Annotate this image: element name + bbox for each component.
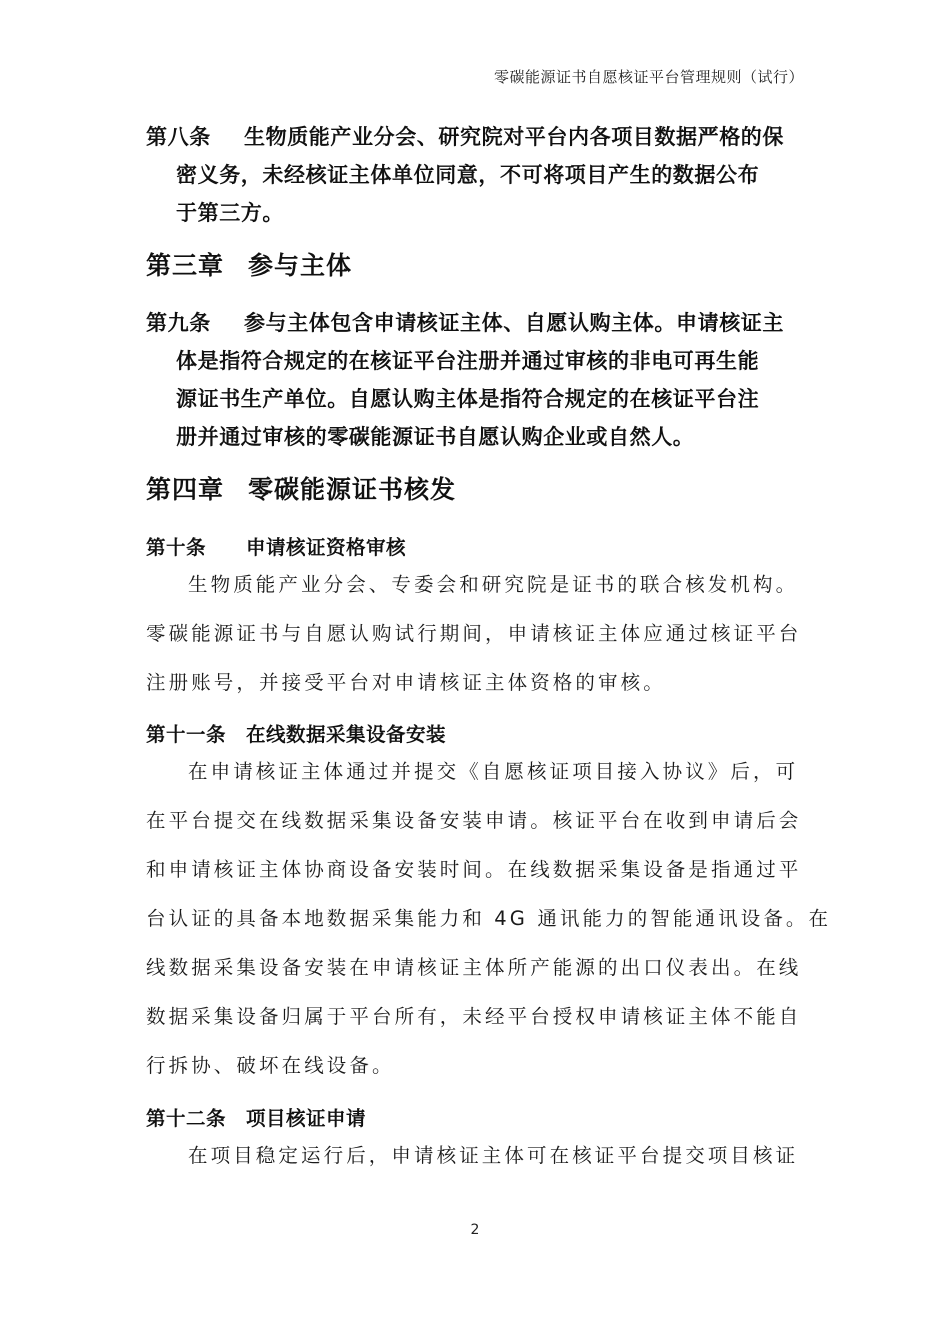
article-12-body [146, 1131, 806, 1180]
article-10-heading [146, 532, 806, 560]
article-11-number: 第十一条 [146, 723, 227, 746]
article-8-number: 第八条 [146, 125, 211, 149]
running-header: 零碳能源证书自愿核证平台管理规则（试行） [493, 68, 804, 86]
article-9-line-3: 源证书生产单位。自愿认购主体是指符合规定的在核证平台注 [176, 387, 760, 411]
chapter-3-title: 参与主体 [248, 251, 353, 280]
article-11-line: 台认证的具备本地数据采集能力和 4G 通讯能力的智能通讯设备。在 [146, 907, 832, 930]
article-11-line: 和申请核证主体协商设备安装时间。在线数据采集设备是指通过平 [146, 858, 802, 881]
article-11-line: 数据采集设备归属于平台所有，未经平台授权申请核证主体不能自 [146, 1005, 802, 1028]
article-11-line: 行拆协、破坏在线设备。 [146, 1054, 395, 1077]
article-9-line-4: 册并通过审核的零碳能源证书自愿认购企业或自然人。 [176, 425, 695, 449]
chapter-4-heading [146, 470, 806, 506]
chapter-3-number: 第三章 [146, 251, 225, 280]
chapter-4-title: 零碳能源证书核发 [248, 475, 457, 504]
article-9 [146, 304, 806, 456]
article-8-line-1: 生物质能产业分会、研究院对平台内各项目数据严格的保 [244, 125, 784, 149]
article-10-line: 生物质能产业分会、专委会和研究院是证书的联合核发机构。 [188, 573, 799, 596]
article-12-number: 第十二条 [146, 1107, 227, 1130]
article-11-body [146, 747, 832, 1090]
article-11-line: 在平台提交在线数据采集设备安装申请。核证平台在收到申请后会 [146, 809, 802, 832]
article-10-line: 零碳能源证书与自愿认购试行期间，申请核证主体应通过核证平台 [146, 622, 802, 645]
article-8-line-2: 密义务，未经核证主体单位同意，不可将项目产生的数据公布 [176, 163, 760, 187]
article-10-line: 注册账号，并接受平台对申请核证主体资格的审核。 [146, 671, 666, 694]
chapter-3-heading [146, 246, 806, 282]
article-9-line-1: 参与主体包含申请核证主体、自愿认购主体。申请核证主 [244, 311, 784, 335]
article-9-number: 第九条 [146, 311, 211, 335]
article-11-line: 在申请核证主体通过并提交《自愿核证项目接入协议》后，可 [188, 760, 799, 783]
article-12-title: 项目核证申请 [246, 1107, 367, 1130]
article-11-title: 在线数据采集设备安装 [246, 723, 447, 746]
article-10-title: 申请核证资格审核 [246, 536, 407, 559]
article-12-heading [146, 1103, 806, 1131]
article-10-body [146, 560, 806, 707]
chapter-4-number: 第四章 [146, 475, 225, 504]
article-10-number: 第十条 [146, 536, 207, 559]
page-number: 2 [470, 1222, 480, 1238]
article-8-line-3: 于第三方。 [176, 201, 284, 225]
article-11-line: 线数据采集设备安装在申请核证主体所产能源的出口仪表出。在线 [146, 956, 802, 979]
article-11-heading [146, 719, 806, 747]
article-12-line: 在项目稳定运行后，申请核证主体可在核证平台提交项目核证 [188, 1144, 799, 1167]
article-9-line-2: 体是指符合规定的在核证平台注册并通过审核的非电可再生能 [176, 349, 760, 373]
article-8 [146, 118, 806, 232]
